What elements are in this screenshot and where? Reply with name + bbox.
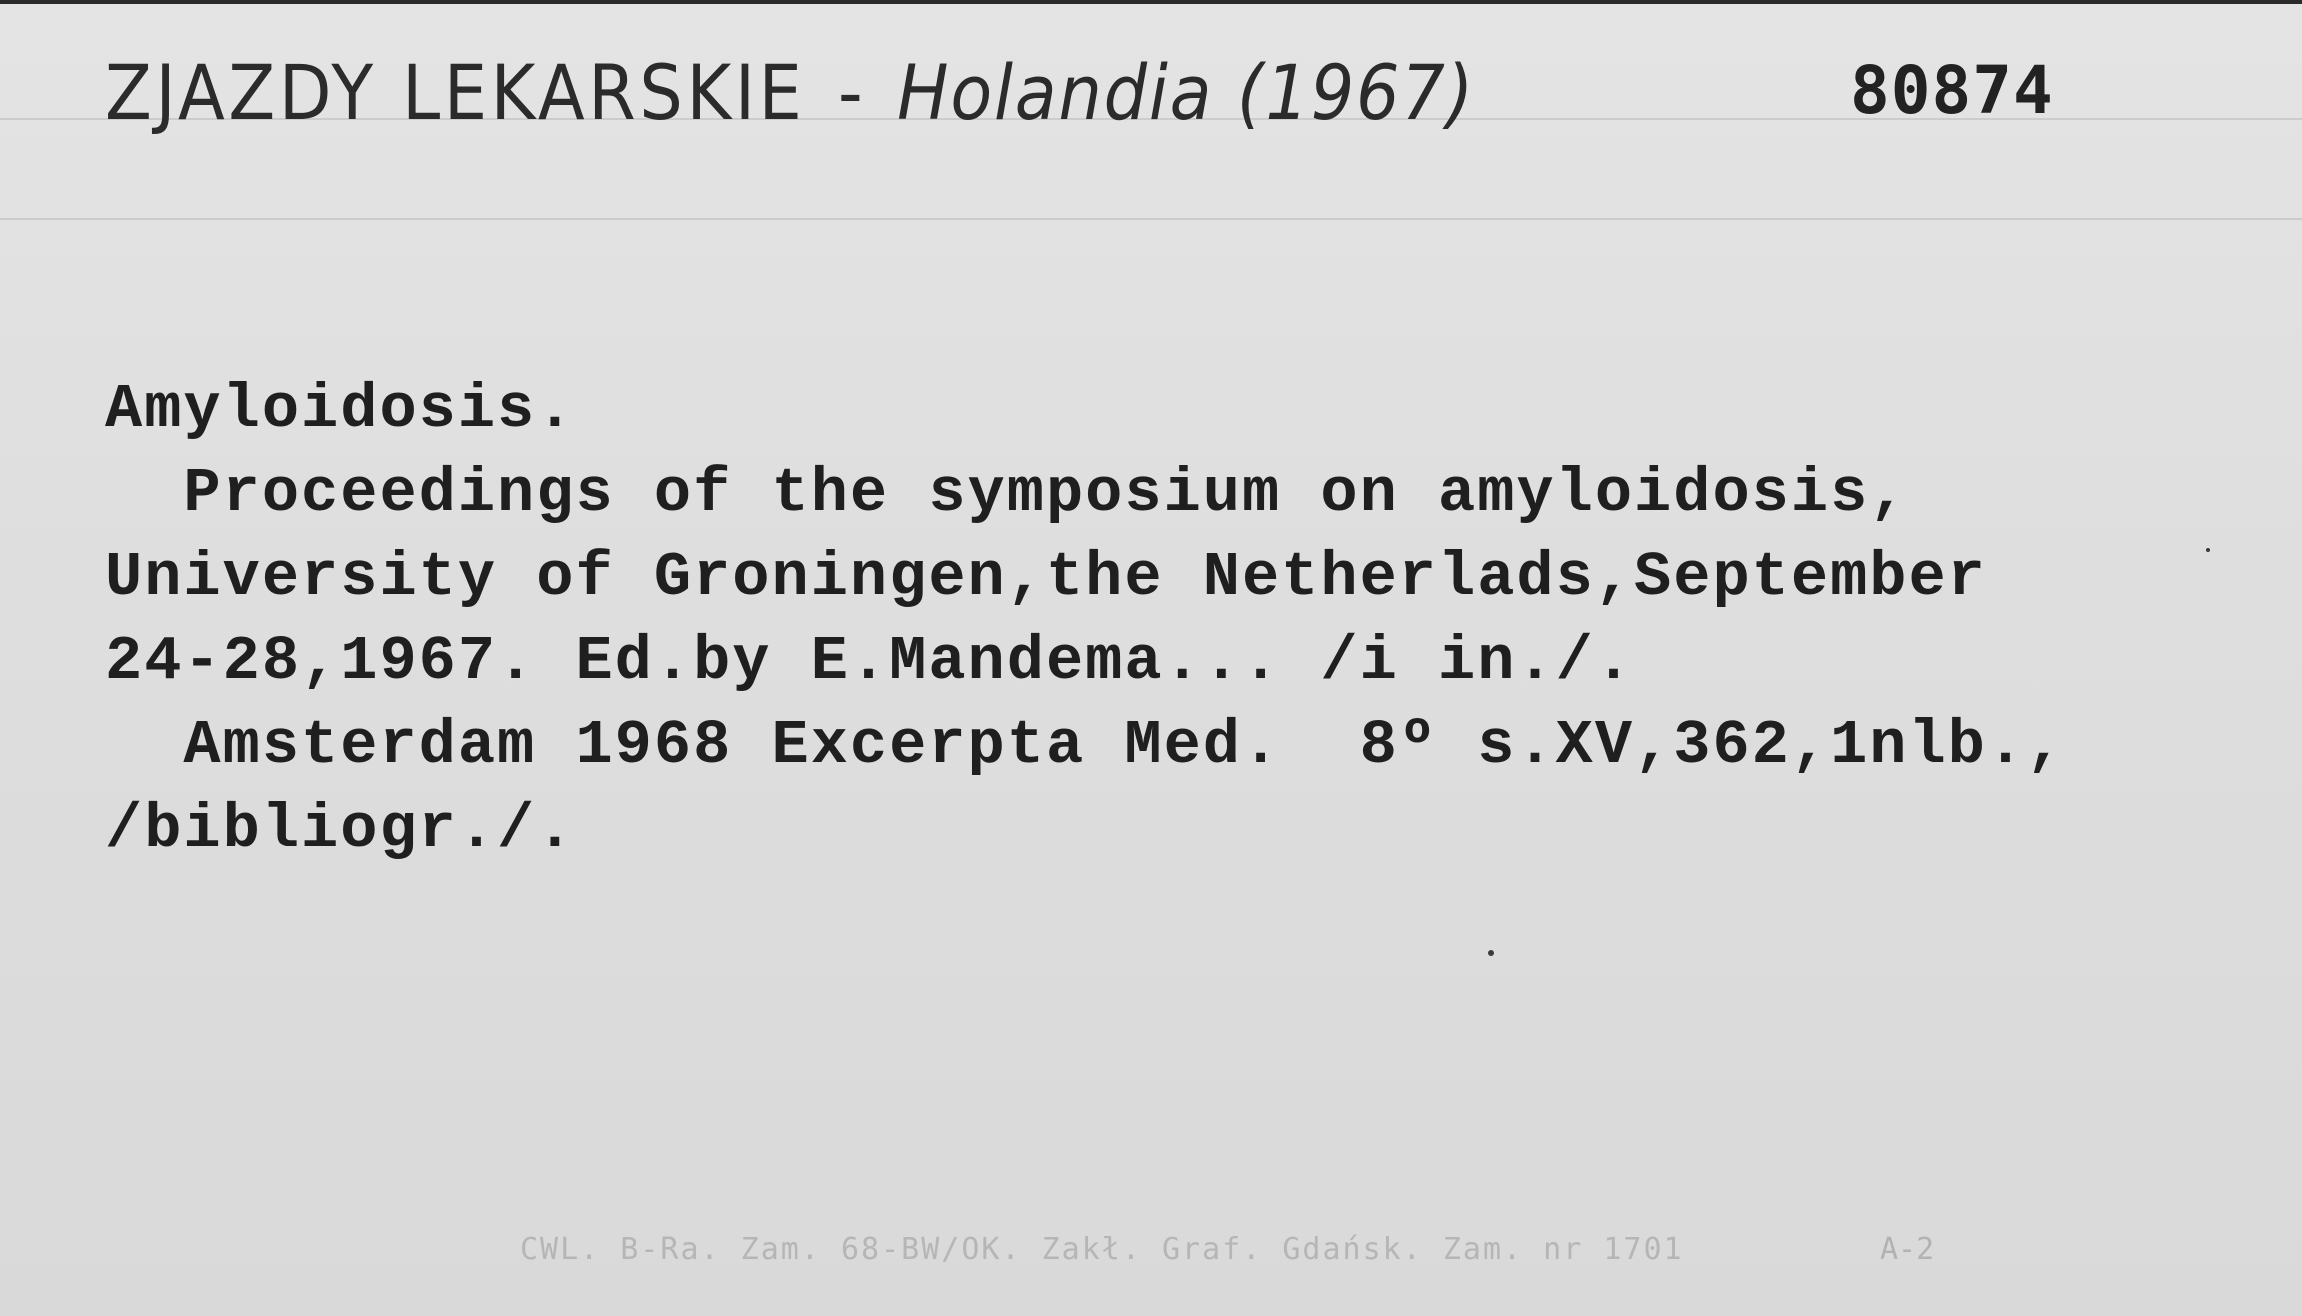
card-number: 80874 [1850,52,2054,129]
ink-speck [2206,548,2210,552]
entry-title-line: Amyloidosis. [105,374,576,445]
subject-heading-separator: - [838,48,865,137]
form-code: A-2 [1880,1232,1935,1267]
entry-notes-line: /bibliogr./. [105,794,576,865]
subject-heading-caps: ZJAZDY LEKARSKIE [105,48,806,137]
printer-imprint: CWL. B-Ra. Zam. 68-BW/OK. Zakł. Graf. Gdańsk. Zam. nr 1701 [520,1232,1684,1267]
card-top-edge [0,0,2302,4]
subject-heading-handwritten: Holandia (1967) [897,48,1476,137]
entry-text-line: Proceedings of the symposium on amyloidosis, [105,458,1909,529]
entry-text-line: 24-28,1967. Ed.by E.Mandema... /i in./. [105,626,1635,697]
entry-text-line: University of Groningen,the Netherlads,September [105,542,1987,613]
subject-heading [105,48,1475,137]
ink-speck [1488,950,1494,956]
entry-imprint-line: Amsterdam 1968 Excerpta Med. 8º s.XV,362,1nlb., [105,710,2066,781]
ruled-line [0,218,2302,220]
